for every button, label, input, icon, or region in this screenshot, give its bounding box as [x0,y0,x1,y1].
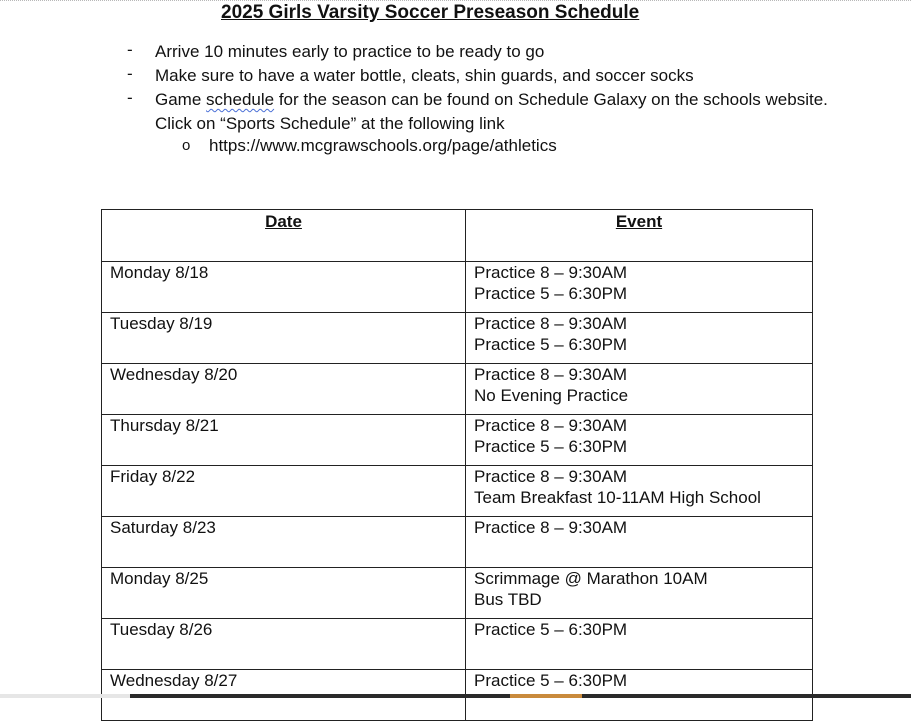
bullet-text-part: for the season can be found on Schedule Galaxy on the schools website. Click on “Sports Schedule” at the following link [155,90,828,133]
event-line: Team Breakfast 10-11AM High School [474,487,761,507]
date-text: Wednesday 8/20 [110,365,238,384]
event-line: Practice 8 – 9:30AM [474,467,628,486]
date-text: Wednesday 8/27 [110,671,238,690]
taskbar-segment [510,694,582,698]
taskbar-segment [0,694,130,698]
table-row [102,415,813,466]
event-line: Practice 5 – 6:30PM [474,620,628,639]
event-line: Practice 5 – 6:30PM [474,671,628,690]
event-cell [466,313,813,364]
bullet-text: Arrive 10 minutes early to practice to be ready to go [155,42,545,61]
event-line: Practice 8 – 9:30AM [474,416,628,435]
event-cell [466,619,813,670]
table-row [102,313,813,364]
event-line: Practice 5 – 6:30PM [474,334,628,354]
bullet-marker: - [127,88,133,107]
event-line: Practice 5 – 6:30PM [474,436,628,456]
bullet-text [155,88,835,136]
date-text: Thursday 8/21 [110,416,219,435]
date-text: Tuesday 8/19 [110,314,213,333]
date-text: Monday 8/18 [110,263,209,282]
event-cell [466,517,813,568]
table-row [102,262,813,313]
date-cell [102,364,466,415]
event-line: Practice 8 – 9:30AM [474,365,628,384]
date-cell [102,313,466,364]
event-line: Practice 8 – 9:30AM [474,263,628,282]
bullet-text-part: Game [155,90,207,109]
date-cell [102,262,466,313]
table-row [102,568,813,619]
event-cell [466,262,813,313]
event-line: Practice 5 – 6:30PM [474,283,628,303]
date-text: Tuesday 8/26 [110,620,213,639]
date-cell [102,619,466,670]
date-cell [102,568,466,619]
date-cell [102,517,466,568]
date-column-header: Date [102,210,466,262]
table-row [102,466,813,517]
taskbar-edge [0,694,911,698]
table-header-row [102,210,813,262]
bullet-marker: - [127,64,133,83]
spellcheck-flagged-word[interactable]: schedule [206,90,275,109]
date-cell [102,415,466,466]
document-title: 2025 Girls Varsity Soccer Preseason Schedule [221,2,640,23]
table-row [102,619,813,670]
date-text: Friday 8/22 [110,467,196,486]
event-line: No Evening Practice [474,385,629,405]
date-text: Saturday 8/23 [110,518,216,537]
date-text: Monday 8/25 [110,569,209,588]
table-row [102,364,813,415]
athletics-link-text[interactable]: https://www.mcgrawschools.org/page/athletics [209,136,557,155]
event-line: Scrimmage @ Marathon 10AM [474,569,708,588]
event-cell [466,364,813,415]
bullet-marker: - [127,40,133,59]
event-cell [466,466,813,517]
table-row [102,517,813,568]
event-cell [466,415,813,466]
event-line: Practice 8 – 9:30AM [474,314,628,333]
circle-bullet-marker: o [182,137,191,154]
date-cell [102,466,466,517]
event-column-header: Event [466,210,813,262]
event-cell [466,568,813,619]
schedule-table [101,209,813,721]
event-line: Practice 8 – 9:30AM [474,518,628,537]
event-line: Bus TBD [474,589,542,609]
bullet-text: Make sure to have a water bottle, cleats, shin guards, and soccer socks [155,66,694,85]
